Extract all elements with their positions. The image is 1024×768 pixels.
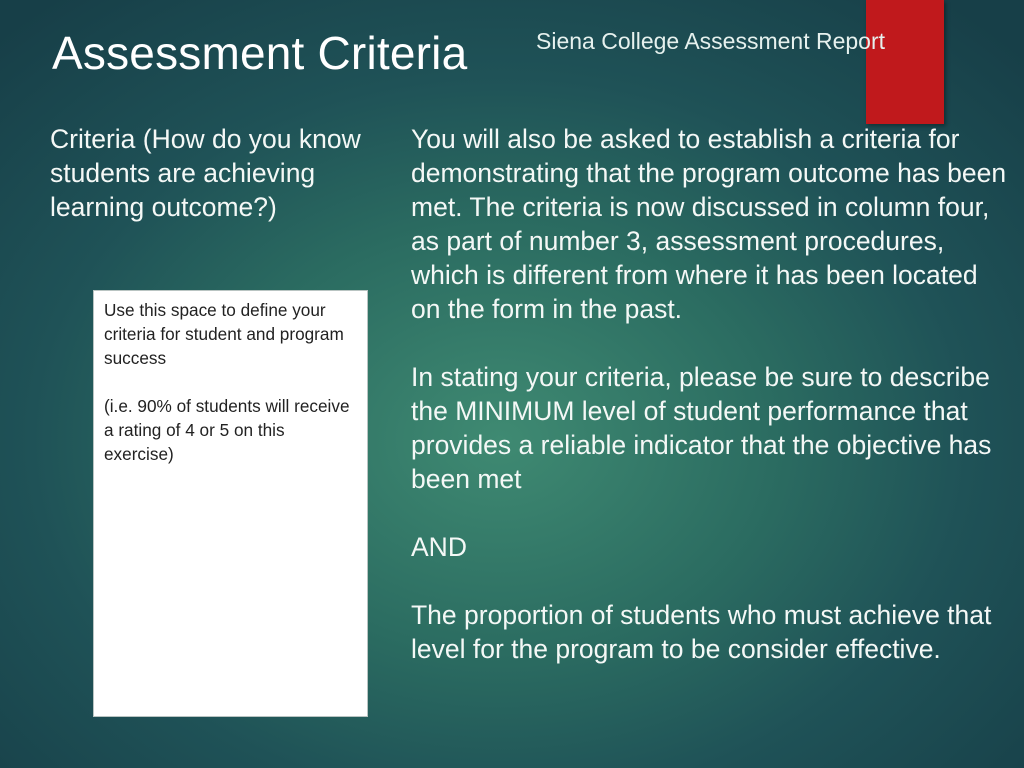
criteria-label: Criteria (How do you know students are achieving learning outcome?) [50,124,361,222]
body-paragraph-proportion: The proportion of students who must achieve that level for the program to be consider effective. [411,600,992,664]
criteria-box-example: (i.e. 90% of students will receive a rating of 4 or 5 on this exercise) [104,396,350,464]
body-text [411,122,1011,666]
accent-bar [866,0,944,124]
body-paragraph-and: AND [411,532,467,562]
header-note: Siena College Assessment Report [536,28,886,54]
body-paragraph-minimum: In stating your criteria, please be sure to describe the MINIMUM level of student performance that provides a reliable indicator that the objective has been met [411,362,992,494]
body-paragraph-intro: You will also be asked to establish a criteria for demonstrating that the program outcome has been met. The criteria is now discussed in column four, as part of number 3, assessment procedures, which is different from where it has been located on the form in the past. [411,124,1007,324]
slide-title: Assessment Criteria [52,27,468,79]
criteria-box-instruction: Use this space to define your criteria for student and program success [104,300,344,368]
criteria-text-box[interactable] [93,290,368,717]
